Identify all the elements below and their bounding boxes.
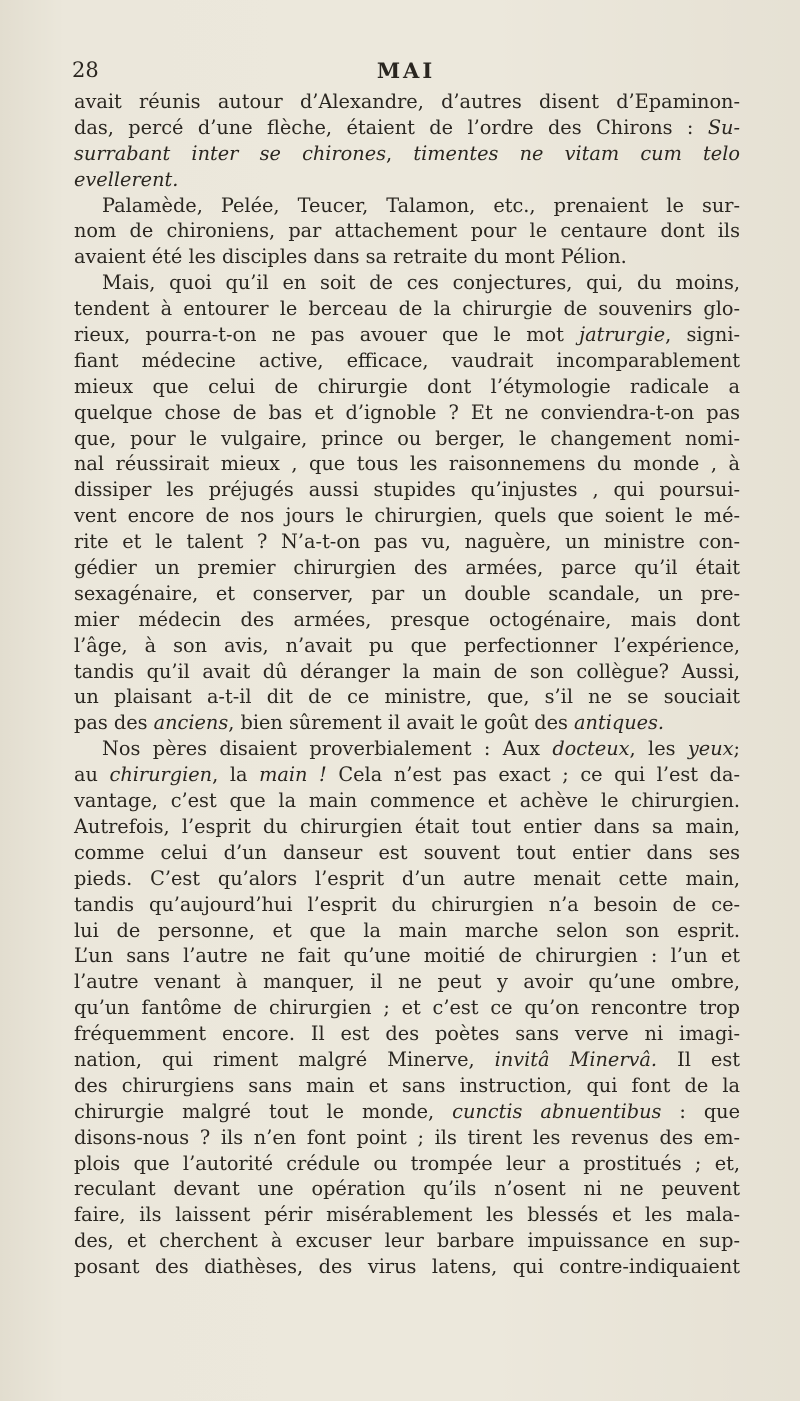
text-run: fréquemment encore. Il est des poètes sans verve ni imagi- xyxy=(74,1022,740,1046)
italic-text: evellerent. xyxy=(74,167,179,191)
text-run: pas des xyxy=(74,711,154,735)
text-run: gédier un premier chirurgien des armées, parce qu’il était xyxy=(74,556,740,580)
text-run: avaient été les disciples dans sa retraite du mont Pélion. xyxy=(74,245,627,269)
text-run: faire, ils laissent périr misérablement les blessés et les mala- xyxy=(74,1203,740,1227)
text-line xyxy=(74,400,740,426)
text-run: Il est xyxy=(657,1047,740,1071)
text-run: l’âge, à son avis, n’avait pu que perfectionner l’expérience, xyxy=(74,633,740,657)
text-run: dissiper les préjugés aussi stupides qu’injustes , qui poursui- xyxy=(74,478,740,502)
text-run: vantage, c’est que la main commence et achève le chirurgien. xyxy=(74,789,740,813)
text-line xyxy=(74,477,740,503)
text-run: vent encore de nos jours le chirurgien, quels que soient le mé- xyxy=(74,504,740,528)
text-line xyxy=(74,348,740,374)
text-run: quelque chose de bas et d’ignoble ? Et ne conviendra-t-on pas xyxy=(74,400,740,424)
text-run: , xyxy=(386,141,414,165)
text-run: des chirurgiens sans main et sans instruction, qui font de la xyxy=(74,1073,740,1097)
text-line xyxy=(74,840,740,866)
text-run: , la xyxy=(212,763,260,787)
text-run: nal réussirait mieux , que tous les raisonnemens du monde , à xyxy=(74,452,740,476)
text-line xyxy=(74,892,740,918)
text-line xyxy=(74,167,740,193)
text-line xyxy=(74,296,740,322)
text-line xyxy=(74,503,740,529)
text-line xyxy=(74,995,740,1021)
italic-text: surrabant inter se chirones xyxy=(74,141,386,165)
text-run: reculant devant une opération qu’ils n’osent ni ne peuvent xyxy=(74,1177,740,1201)
text-run: au xyxy=(74,763,110,787)
text-line xyxy=(74,1176,740,1202)
text-run: Autrefois, l’esprit du chirurgien était tout entier dans sa main, xyxy=(74,814,740,838)
text-run: qu’un fantôme de chirurgien ; et c’est ce qu’on rencontre trop xyxy=(74,996,740,1020)
text-line xyxy=(74,814,740,840)
text-run: , signi- xyxy=(665,323,741,347)
text-line xyxy=(74,1073,740,1099)
text-run: avait réunis autour d’Alexandre, d’autres disent d’Epaminon- xyxy=(74,90,740,113)
text-run: mieux que celui de chirurgie dont l’étymologie radicale a xyxy=(74,374,740,398)
text-line xyxy=(74,710,740,736)
text-run: lui de personne, et que la main marche selon son esprit. xyxy=(74,918,740,942)
text-line xyxy=(74,426,740,452)
text-run: nation, qui riment malgré Minerve, xyxy=(74,1047,495,1071)
text-line xyxy=(74,529,740,555)
body-text xyxy=(74,89,740,1280)
text-run: Mais, quoi qu’il en soit de ces conjectures, qui, du moins, xyxy=(102,271,740,295)
page-number: 28 xyxy=(72,58,99,82)
text-run: Nos pères disaient proverbialement : Aux xyxy=(102,737,553,761)
text-run: L’un sans l’autre ne fait qu’une moitié de chirurgien : l’un et xyxy=(74,944,740,968)
text-run: tendent à entourer le berceau de la chirurgie de souvenirs glo- xyxy=(74,297,740,321)
text-line xyxy=(74,1125,740,1151)
text-line xyxy=(74,684,740,710)
text-run: nom de chironiens, par attachement pour le centaure dont ils xyxy=(74,219,740,243)
text-line xyxy=(74,918,740,944)
text-line xyxy=(74,1228,740,1254)
page-header xyxy=(72,58,740,88)
text-line xyxy=(74,969,740,995)
text-line xyxy=(74,1021,740,1047)
italic-text: anciens xyxy=(153,711,229,735)
italic-text: jatrurgie xyxy=(579,323,666,347)
text-run: des, et cherchent à excuser leur barbare impuissance en sup- xyxy=(74,1229,740,1253)
text-run: : que xyxy=(661,1099,740,1123)
text-run: disons-nous ? ils n’en font point ; ils tirent les revenus des em- xyxy=(74,1125,740,1149)
italic-text: antiques. xyxy=(574,711,665,735)
text-run: das, percé d’une flèche, étaient de l’ordre des Chirons : xyxy=(74,115,708,139)
text-line xyxy=(74,374,740,400)
italic-text: timentes ne vitam cum telo xyxy=(413,141,740,165)
text-run: ; xyxy=(733,737,740,761)
text-line xyxy=(74,89,740,115)
text-line xyxy=(74,1254,740,1280)
italic-text: chirurgien xyxy=(109,763,213,787)
text-line xyxy=(74,1047,740,1073)
text-line xyxy=(74,866,740,892)
text-line xyxy=(74,141,740,167)
text-run: rieux, pourra-t-on ne pas avouer que le mot xyxy=(74,323,580,347)
text-run: pieds. C’est qu’alors l’esprit d’un autre menait cette main, xyxy=(74,866,740,890)
text-line xyxy=(74,762,740,788)
italic-text: Su- xyxy=(707,115,740,139)
text-run: posant des diathèses, des virus latens, qui contre-indiquaient xyxy=(74,1255,740,1279)
text-line xyxy=(74,115,740,141)
text-line xyxy=(74,451,740,477)
text-line xyxy=(74,218,740,244)
text-run: Palamède, Pelée, Teucer, Talamon, etc., prenaient le sur- xyxy=(102,193,740,217)
text-line xyxy=(74,788,740,814)
text-line xyxy=(74,1151,740,1177)
text-line xyxy=(74,943,740,969)
text-run: comme celui d’un danseur est souvent tout entier dans ses xyxy=(74,840,740,864)
text-run: sexagénaire, et conserver, par un double scandale, un pre- xyxy=(74,581,740,605)
text-run: tandis qu’aujourd’hui l’esprit du chirurgien n’a besoin de ce- xyxy=(74,892,740,916)
italic-text: docteux xyxy=(552,737,630,761)
running-title: MAI xyxy=(376,58,436,83)
italic-text: invitâ Minervâ. xyxy=(494,1047,658,1071)
text-line xyxy=(74,633,740,659)
text-run: un plaisant a-t-il dit de ce ministre, que, s’il ne se souciait xyxy=(74,685,740,709)
text-run: Cela n’est pas exact ; ce qui l’est da- xyxy=(326,763,740,787)
text-line xyxy=(74,736,740,762)
text-line xyxy=(74,322,740,348)
italic-text: main ! xyxy=(259,763,327,787)
text-run: mier médecin des armées, presque octogénaire, mais dont xyxy=(74,607,740,631)
text-line xyxy=(74,1099,740,1125)
text-line xyxy=(74,581,740,607)
text-run: l’autre venant à manquer, il ne peut y avoir qu’une ombre, xyxy=(74,970,740,994)
text-line xyxy=(74,555,740,581)
text-run: , bien sûrement il avait le goût des xyxy=(228,711,575,735)
text-line xyxy=(74,1202,740,1228)
text-line xyxy=(74,244,740,270)
text-line xyxy=(74,193,740,219)
text-run: tandis qu’il avait dû déranger la main de son collègue? Aussi, xyxy=(74,659,740,683)
text-line xyxy=(74,659,740,685)
text-run: fiant médecine active, efficace, vaudrait incomparablement xyxy=(74,348,740,372)
text-line xyxy=(74,607,740,633)
text-run: chirurgie malgré tout le monde, xyxy=(74,1099,453,1123)
text-run: , les xyxy=(629,737,688,761)
text-run: rite et le talent ? N’a-t-on pas vu, naguère, un ministre con- xyxy=(74,530,740,554)
text-line xyxy=(74,270,740,296)
text-run: que, pour le vulgaire, prince ou berger, le changement nomi- xyxy=(74,426,740,450)
italic-text: yeux xyxy=(687,737,734,761)
italic-text: cunctis abnuentibus xyxy=(452,1099,662,1123)
text-run: plois que l’autorité crédule ou trompée leur a prostitués ; et, xyxy=(74,1151,740,1175)
